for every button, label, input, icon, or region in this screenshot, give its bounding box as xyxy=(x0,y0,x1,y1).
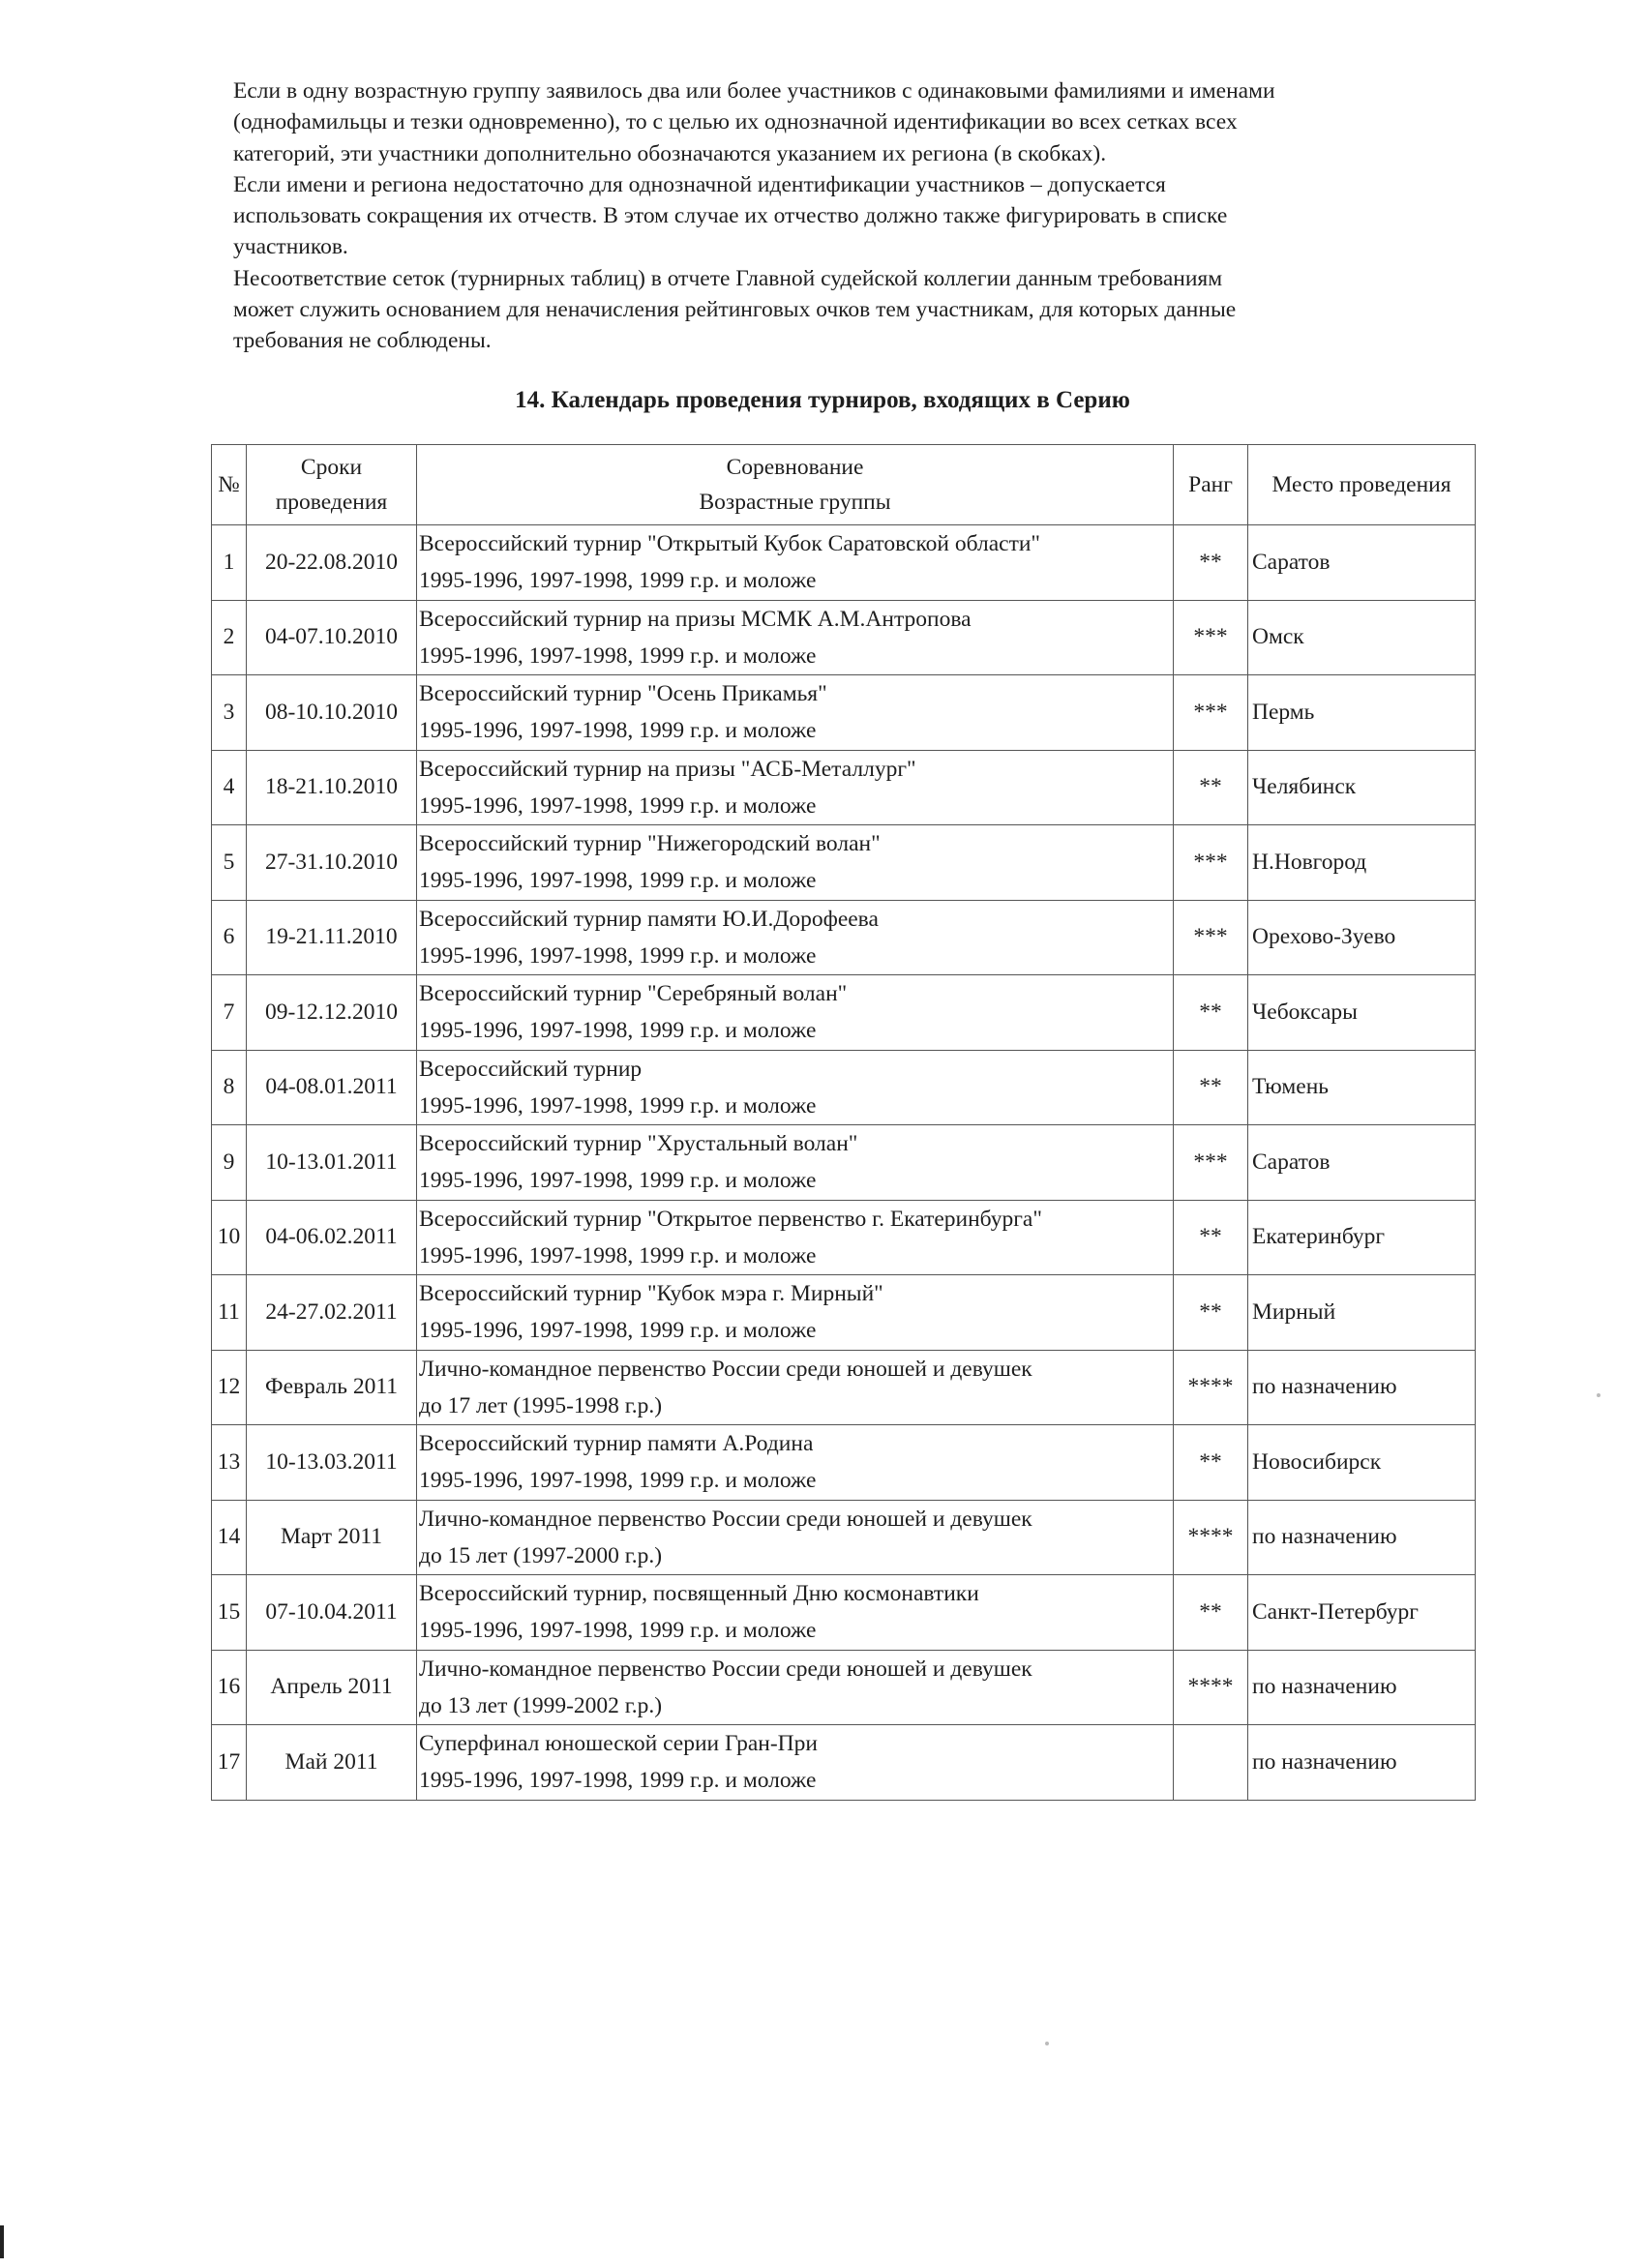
row-rank: ** xyxy=(1174,1200,1248,1275)
row-number: 17 xyxy=(212,1725,247,1801)
row-competition xyxy=(417,1500,1174,1575)
row-rank: **** xyxy=(1174,1350,1248,1425)
age-groups: 1995-1996, 1997-1998, 1999 г.р. и моложе xyxy=(419,1018,817,1044)
row-rank: *** xyxy=(1174,600,1248,675)
row-competition xyxy=(417,750,1174,825)
row-place: Мирный xyxy=(1248,1275,1476,1351)
table-row xyxy=(212,675,1476,751)
table-row xyxy=(212,1650,1476,1725)
table-row xyxy=(212,600,1476,675)
row-number: 14 xyxy=(212,1500,247,1575)
row-number: 1 xyxy=(212,525,247,601)
age-groups: 1995-1996, 1997-1998, 1999 г.р. и моложе xyxy=(419,868,817,894)
row-number: 12 xyxy=(212,1350,247,1425)
intro-paragraph xyxy=(217,75,1475,169)
row-number: 2 xyxy=(212,600,247,675)
age-groups: 1995-1996, 1997-1998, 1999 г.р. и моложе xyxy=(419,718,817,744)
competition-name: Всероссийский турнир "Осень Прикамья" xyxy=(419,681,827,707)
row-place: по назначению xyxy=(1248,1350,1476,1425)
row-place: Тюмень xyxy=(1248,1050,1476,1125)
age-groups: 1995-1996, 1997-1998, 1999 г.р. и моложе xyxy=(419,942,817,969)
row-dates: 04-08.01.2011 xyxy=(247,1050,417,1125)
age-groups: 1995-1996, 1997-1998, 1999 г.р. и моложе xyxy=(419,1618,817,1644)
header-rank: Ранг xyxy=(1174,445,1248,525)
age-groups: 1995-1996, 1997-1998, 1999 г.р. и моложе xyxy=(419,1242,817,1268)
competition-name: Всероссийский турнир "Нижегородский волан" xyxy=(419,831,881,857)
row-place: Саратов xyxy=(1248,525,1476,601)
row-dates: 04-06.02.2011 xyxy=(247,1200,417,1275)
intro-line: Если имени и региона недостаточно для однозначной идентификации участников – допускается xyxy=(233,171,1166,197)
tournament-calendar-table xyxy=(211,444,1476,1801)
row-competition xyxy=(417,1275,1174,1351)
row-place: Санкт-Петербург xyxy=(1248,1575,1476,1651)
row-number: 11 xyxy=(212,1275,247,1351)
competition-name: Всероссийский турнир "Хрустальный волан" xyxy=(419,1131,858,1157)
row-rank: ** xyxy=(1174,1425,1248,1501)
competition-name: Всероссийский турнир памяти А.Родина xyxy=(419,1431,814,1457)
row-rank: *** xyxy=(1174,675,1248,751)
row-number: 3 xyxy=(212,675,247,751)
row-dates: Март 2011 xyxy=(247,1500,417,1575)
competition-name: Всероссийский турнир "Кубок мэра г. Мирный" xyxy=(419,1281,883,1307)
row-place: Екатеринбург xyxy=(1248,1200,1476,1275)
age-groups: 1995-1996, 1997-1998, 1999 г.р. и моложе xyxy=(419,642,817,669)
age-groups: 1995-1996, 1997-1998, 1999 г.р. и моложе xyxy=(419,1168,817,1194)
section-title: 14. Календарь проведения турниров, входящих в Серию xyxy=(515,387,1130,413)
table-row xyxy=(212,1200,1476,1275)
row-rank: ** xyxy=(1174,1275,1248,1351)
header-competition-line2: Возрастные группы xyxy=(699,490,891,515)
table-header-row xyxy=(212,445,1476,525)
row-number: 10 xyxy=(212,1200,247,1275)
header-place: Место проведения xyxy=(1248,445,1476,525)
age-groups: 1995-1996, 1997-1998, 1999 г.р. и моложе xyxy=(419,1468,817,1494)
competition-name: Всероссийский турнир "Серебряный волан" xyxy=(419,981,848,1007)
row-dates: 10-13.01.2011 xyxy=(247,1125,417,1201)
age-groups: до 15 лет (1997-2000 г.р.) xyxy=(419,1542,663,1568)
row-number: 9 xyxy=(212,1125,247,1201)
table-row xyxy=(212,975,1476,1051)
header-competition-line1: Соревнование xyxy=(726,455,864,480)
row-dates: 10-13.03.2011 xyxy=(247,1425,417,1501)
row-competition xyxy=(417,1425,1174,1501)
row-competition xyxy=(417,1725,1174,1801)
table-row xyxy=(212,825,1476,901)
table-row xyxy=(212,1500,1476,1575)
header-competition xyxy=(417,445,1174,525)
row-number: 5 xyxy=(212,825,247,901)
table-row xyxy=(212,1725,1476,1801)
table-row xyxy=(212,1275,1476,1351)
age-groups: 1995-1996, 1997-1998, 1999 г.р. и моложе xyxy=(419,792,817,819)
row-number: 6 xyxy=(212,900,247,975)
row-competition xyxy=(417,975,1174,1051)
intro-line: Несоответствие сеток (турнирных таблиц) в отчете Главной судейской коллегии данным требованиям xyxy=(233,265,1223,291)
row-number: 8 xyxy=(212,1050,247,1125)
intro-line: использовать сокращения их отчеств. В этом случае их отчество должно также фигурировать в списке xyxy=(233,203,1228,229)
age-groups: до 17 лет (1995-1998 г.р.) xyxy=(419,1392,663,1418)
table-row xyxy=(212,525,1476,601)
row-number: 15 xyxy=(212,1575,247,1651)
row-dates: 24-27.02.2011 xyxy=(247,1275,417,1351)
row-rank: ** xyxy=(1174,525,1248,601)
row-dates: 20-22.08.2010 xyxy=(247,525,417,601)
table-row xyxy=(212,1425,1476,1501)
intro-paragraph xyxy=(217,263,1475,357)
row-dates: 19-21.11.2010 xyxy=(247,900,417,975)
row-place: Орехово-Зуево xyxy=(1248,900,1476,975)
age-groups: до 13 лет (1999-2002 г.р.) xyxy=(419,1692,663,1718)
age-groups: 1995-1996, 1997-1998, 1999 г.р. и моложе xyxy=(419,1768,817,1794)
row-dates: 27-31.10.2010 xyxy=(247,825,417,901)
row-place: Челябинск xyxy=(1248,750,1476,825)
row-dates: 08-10.10.2010 xyxy=(247,675,417,751)
header-num: № xyxy=(212,445,247,525)
intro-text xyxy=(217,75,1475,357)
competition-name: Всероссийский турнир памяти Ю.И.Дорофеева xyxy=(419,906,879,932)
row-place: по назначению xyxy=(1248,1500,1476,1575)
header-dates-line2: проведения xyxy=(275,490,388,515)
row-competition xyxy=(417,1575,1174,1651)
competition-name: Всероссийский турнир "Открытый Кубок Саратовской области" xyxy=(419,531,1041,557)
row-rank: **** xyxy=(1174,1650,1248,1725)
scan-speck xyxy=(1597,1393,1600,1397)
row-dates: Апрель 2011 xyxy=(247,1650,417,1725)
row-rank: *** xyxy=(1174,900,1248,975)
row-dates: 09-12.12.2010 xyxy=(247,975,417,1051)
age-groups: 1995-1996, 1997-1998, 1999 г.р. и моложе xyxy=(419,568,817,594)
competition-name: Всероссийский турнир, посвященный Дню космонавтики xyxy=(419,1581,979,1607)
row-competition xyxy=(417,1050,1174,1125)
row-rank: *** xyxy=(1174,825,1248,901)
intro-line: может служить основанием для неначисления рейтинговых очков тем участникам, для которых данные xyxy=(233,297,1237,323)
row-place: Омск xyxy=(1248,600,1476,675)
row-place: Саратов xyxy=(1248,1125,1476,1201)
header-dates xyxy=(247,445,417,525)
age-groups: 1995-1996, 1997-1998, 1999 г.р. и моложе xyxy=(419,1092,817,1119)
row-dates: 07-10.04.2011 xyxy=(247,1575,417,1651)
row-rank xyxy=(1174,1725,1248,1801)
row-competition xyxy=(417,825,1174,901)
table-row xyxy=(212,1050,1476,1125)
row-competition xyxy=(417,600,1174,675)
row-place: Новосибирск xyxy=(1248,1425,1476,1501)
row-number: 4 xyxy=(212,750,247,825)
row-competition xyxy=(417,525,1174,601)
row-dates: 18-21.10.2010 xyxy=(247,750,417,825)
competition-name: Лично-командное первенство России среди юношей и девушек xyxy=(419,1656,1032,1682)
competition-name: Всероссийский турнир xyxy=(419,1056,643,1082)
row-number: 16 xyxy=(212,1650,247,1725)
row-dates: Май 2011 xyxy=(247,1725,417,1801)
competition-name: Всероссийский турнир на призы МСМК А.М.Антропова xyxy=(419,606,972,632)
table-row xyxy=(212,1125,1476,1201)
row-rank: *** xyxy=(1174,1125,1248,1201)
row-competition xyxy=(417,675,1174,751)
header-dates-line1: Сроки xyxy=(300,455,363,480)
row-number: 7 xyxy=(212,975,247,1051)
table-row xyxy=(212,1575,1476,1651)
scan-speck xyxy=(1045,2042,1049,2045)
competition-name: Всероссийский турнир "Открытое первенство г. Екатеринбурга" xyxy=(419,1206,1042,1232)
row-competition xyxy=(417,1125,1174,1201)
intro-line: Если в одну возрастную группу заявилось два или более участников с одинаковыми фамилиями и именами xyxy=(233,78,1275,104)
intro-line: требования не соблюдены. xyxy=(233,328,492,354)
competition-name: Всероссийский турнир на призы "АСБ-Металлург" xyxy=(419,756,916,782)
competition-name: Лично-командное первенство России среди юношей и девушек xyxy=(419,1356,1032,1382)
scan-margin-mark xyxy=(0,2225,4,2258)
row-rank: ** xyxy=(1174,750,1248,825)
row-number: 13 xyxy=(212,1425,247,1501)
table-row xyxy=(212,1350,1476,1425)
row-competition xyxy=(417,1650,1174,1725)
table-row xyxy=(212,750,1476,825)
row-competition xyxy=(417,900,1174,975)
row-place: по назначению xyxy=(1248,1650,1476,1725)
row-place: Пермь xyxy=(1248,675,1476,751)
age-groups: 1995-1996, 1997-1998, 1999 г.р. и моложе xyxy=(419,1318,817,1344)
intro-line: (однофамильцы и тезки одновременно), то с целью их однозначной идентификации во всех сетках всех xyxy=(233,109,1238,135)
row-competition xyxy=(417,1200,1174,1275)
row-dates: 04-07.10.2010 xyxy=(247,600,417,675)
competition-name: Суперфинал юношеской серии Гран-При xyxy=(419,1731,818,1757)
row-rank: ** xyxy=(1174,1050,1248,1125)
row-rank: ** xyxy=(1174,975,1248,1051)
row-rank: ** xyxy=(1174,1575,1248,1651)
row-place: Н.Новгород xyxy=(1248,825,1476,901)
intro-line: категорий, эти участники дополнительно обозначаются указанием их региона (в скобках). xyxy=(233,140,1107,166)
table-row xyxy=(212,900,1476,975)
row-rank: **** xyxy=(1174,1500,1248,1575)
intro-paragraph xyxy=(217,169,1475,263)
row-place: по назначению xyxy=(1248,1725,1476,1801)
intro-line: участников. xyxy=(233,234,348,260)
row-place: Чебоксары xyxy=(1248,975,1476,1051)
competition-name: Лично-командное первенство России среди юношей и девушек xyxy=(419,1506,1032,1532)
row-competition xyxy=(417,1350,1174,1425)
row-dates: Февраль 2011 xyxy=(247,1350,417,1425)
